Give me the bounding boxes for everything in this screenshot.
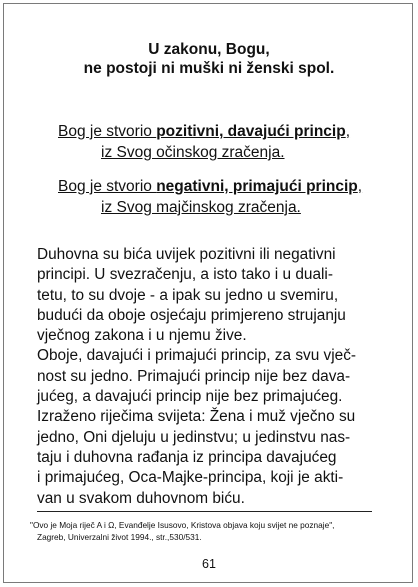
body-line: vječnog zakona i u njemu žive. [37, 327, 247, 345]
body-line: i primajućeg, Oca-Majke-principa, koji je akti- [37, 469, 344, 487]
positive-principle-emphasis: pozitivni, davajući princip [156, 123, 346, 140]
positive-principle-line-1 [58, 121, 350, 142]
negative-principle-prefix: Bog je stvorio [58, 178, 157, 195]
body-paragraph [37, 245, 387, 509]
body-line: tetu, to su dvoje - a ipak su jedno u svemiru, [37, 286, 339, 304]
positive-principle-line-2: iz Svog očinskog zračenja. [101, 144, 285, 161]
negative-principle-suffix: , [357, 178, 363, 195]
body-line: nost su jedno. Primajući princip nije bez dava- [37, 367, 351, 385]
body-line: budući da oboje osjećaju primjereno strujanju [37, 306, 346, 324]
footnote [30, 519, 410, 543]
footnote-divider [37, 511, 372, 512]
positive-principle-statement [58, 121, 350, 163]
negative-principle-line-1 [58, 176, 362, 197]
page-number: 61 [202, 557, 216, 571]
negative-principle-statement [58, 176, 362, 218]
body-line: jućeg, a davajući princip nije bez primajućeg. [37, 388, 343, 406]
heading-line-2: ne postoji ni muški ni ženski spol. [83, 60, 335, 77]
negative-principle-emphasis: negativni, primajući princip [156, 178, 358, 195]
heading-line-1: U zakonu, Bogu, [148, 41, 270, 58]
body-line: Duhovna su bića uvijek pozitivni ili negativni [37, 246, 336, 263]
positive-principle-prefix: Bog je stvorio [58, 123, 157, 140]
page-heading [0, 40, 418, 78]
body-line: Izraženo riječima svijeta: Žena i muž vječno su [37, 408, 356, 426]
negative-principle-line-2: iz Svog majčinskog zračenja. [101, 199, 301, 216]
body-line: jedno, Oni djeluju u jedinstvu; u jedinstvu nas- [37, 428, 351, 446]
body-line: principi. U svezračenju, a isto tako i u duali- [37, 266, 333, 284]
body-line: taju i duhovna rađanja iz principa davajućeg [37, 448, 337, 466]
positive-principle-suffix: , [345, 123, 351, 140]
body-line: Oboje, davajući i primajući princip, za svu vječ- [37, 347, 357, 365]
footnote-line-2: Zagreb, Univerzalni život 1994., str.,530/531. [37, 532, 202, 542]
footnote-line-1: "Ovo je Moja riječ A i Ω, Evanđelje Isusovo, Kristova objava koju svijet ne poznaje", [30, 520, 335, 530]
body-line: van u svakom duhovnom biću. [37, 489, 245, 507]
